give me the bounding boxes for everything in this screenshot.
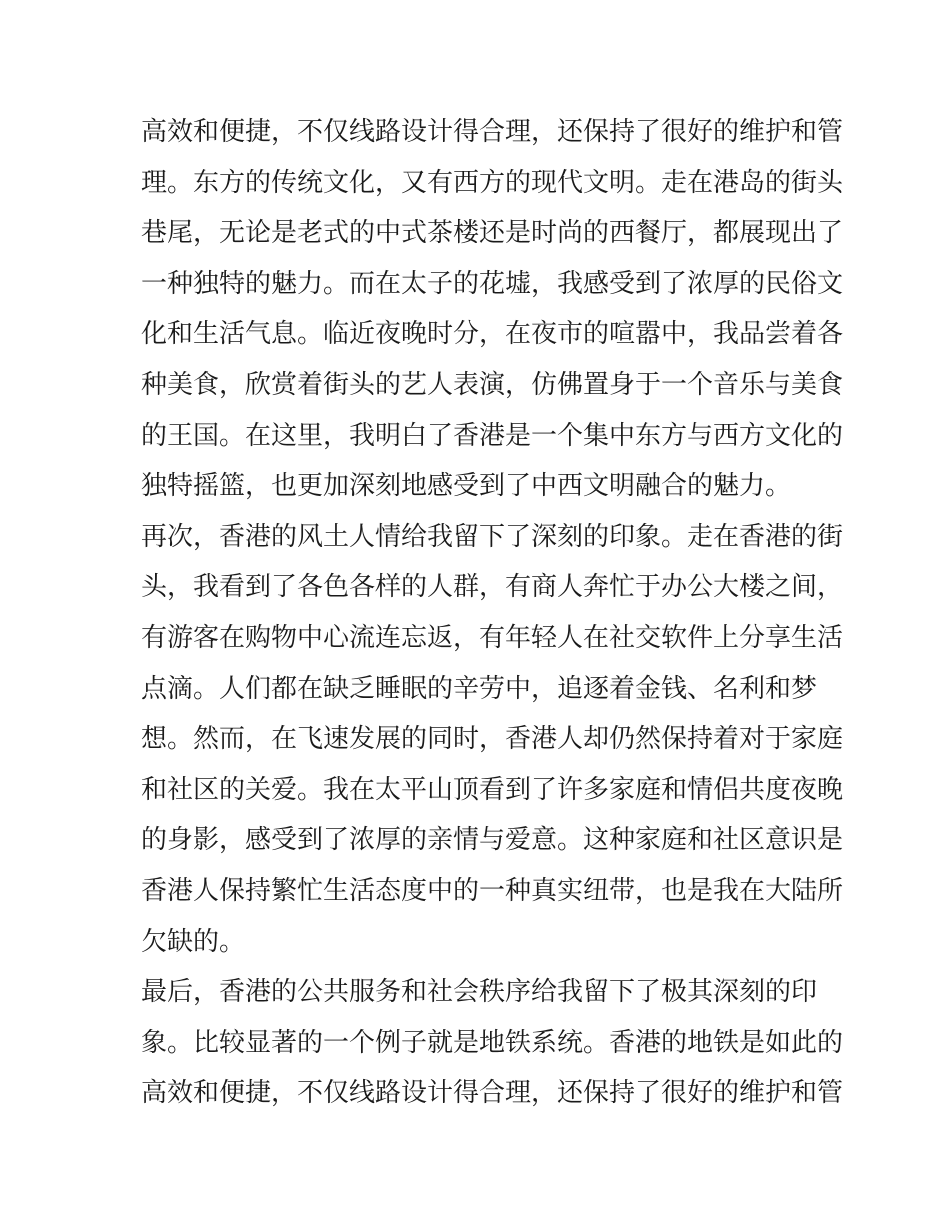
text-line: 象。比较显著的一个例子就是地铁系统。香港的地铁是如此的 [141,1027,844,1058]
text-line: 种美食，欣赏着街头的艺人表演，仿佛置身于一个音乐与美食 [141,369,844,400]
text-line: 头，我看到了各色各样的人群，有商人奔忙于办公大楼之间， [141,572,844,603]
paragraph-end-line: 欠缺的。 [141,926,246,957]
text-line: 高效和便捷，不仅线路设计得合理，还保持了很好的维护和管 [141,1078,844,1109]
text-line: 和社区的关爱。我在太平山顶看到了许多家庭和情侣共度夜晚 [141,774,844,805]
text-line: 香港人保持繁忙生活态度中的一种真实纽带，也是我在大陆所 [141,875,844,906]
text-line: 理。东方的传统文化，又有西方的现代文明。走在港岛的街头 [141,167,844,198]
text-line: 最后，香港的公共服务和社会秩序给我留下了极其深刻的印 [141,977,818,1008]
text-line: 一种独特的魅力。而在太子的花墟，我感受到了浓厚的民俗文 [141,268,844,299]
text-line: 巷尾，无论是老式的中式茶楼还是时尚的西餐厅，都展现出了 [141,218,844,249]
text-line: 的王国。在这里，我明白了香港是一个集中东方与西方文化的 [141,420,844,451]
text-line: 的身影，感受到了浓厚的亲情与爱意。这种家庭和社区意识是 [141,825,844,856]
text-line: 化和生活气息。临近夜晚时分，在夜市的喧嚣中，我品尝着各 [141,319,844,350]
text-line: 再次，香港的风土人情给我留下了深刻的印象。走在香港的街 [141,521,844,552]
text-line: 想。然而，在飞速发展的同时，香港人却仍然保持着对于家庭 [141,724,844,755]
text-line: 高效和便捷，不仅线路设计得合理，还保持了很好的维护和管 [141,117,844,147]
body-text [141,107,844,1119]
text-line: 点滴。人们都在缺乏睡眠的辛劳中，追逐着金钱、名利和梦 [141,673,818,704]
paragraph-end-line: 独特摇篮，也更加深刻地感受到了中西文明融合的魅力。 [141,471,792,502]
text-line: 有游客在购物中心流连忘返，有年轻人在社交软件上分享生活 [141,622,844,653]
